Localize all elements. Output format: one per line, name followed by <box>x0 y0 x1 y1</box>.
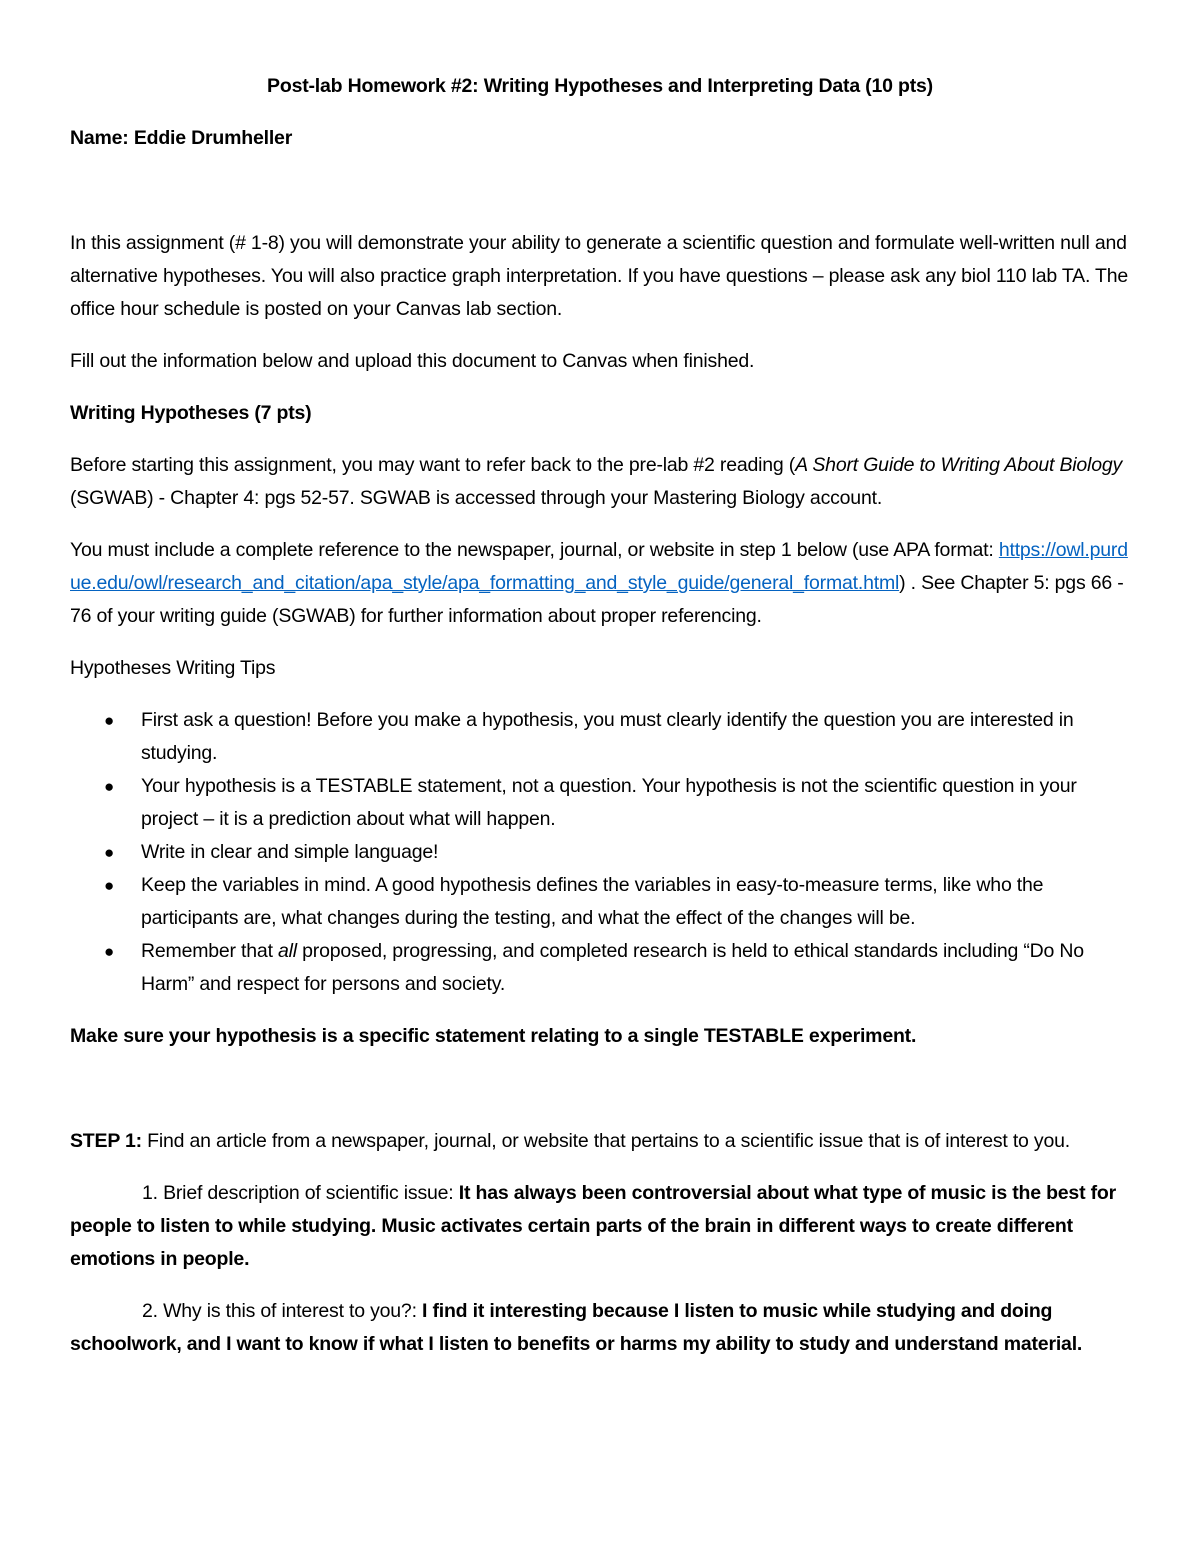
document-page <box>70 70 1130 1380</box>
bullet-icon: ● <box>104 711 115 730</box>
apa-format-link[interactable]: https://owl.purdue.edu/owl/research_and_citation/apa_style/apa_formatting_and_style_guide/general_format.html <box>70 539 1128 594</box>
item-1-prompt: 1. Brief description of scientific issue: <box>142 1182 459 1204</box>
item-2 <box>70 1295 1130 1361</box>
item-2-answer: I find it interesting because I listen to music while studying and doing schoolwork, and I want to know if what I listen to benefits or harms my ability to study and understand material. <box>70 1300 1083 1355</box>
spacer <box>70 1072 1130 1125</box>
intro-paragraph: In this assignment (# 1-8) you will demonstrate your ability to generate a scientific question and formulate well-written null and alternative hypotheses. You will also practice graph interpretation. If you have questions – please ask any biol 110 lab TA. The office hour schedule is posted on your Canvas lab section. <box>70 232 1129 320</box>
fill-out-instruction: Fill out the information below and upload this document to Canvas when finished. <box>70 350 755 372</box>
page-title: Post-lab Homework #2: Writing Hypotheses and Interpreting Data (10 pts) <box>267 75 933 97</box>
step1-paragraph <box>70 1125 1130 1158</box>
bullet-icon: ● <box>104 942 115 961</box>
tip-text: Write in clear and simple language! <box>141 841 439 863</box>
tip-text-1: Remember that <box>141 940 279 962</box>
before-start-text-2: (SGWAB) - Chapter 4: pgs 52-57. SGWAB is accessed through your Mastering Biology account. <box>70 487 883 509</box>
list-item <box>70 704 1130 770</box>
bullet-icon: ● <box>104 777 115 796</box>
before-start-text-1: Before starting this assignment, you may want to refer back to the pre-lab #2 reading ( <box>70 454 796 476</box>
book-title: A Short Guide to Writing About Biology <box>795 454 1123 476</box>
before-start-paragraph <box>70 449 1130 515</box>
tip-emphasis: all <box>278 940 297 962</box>
tip-text: First ask a question! Before you make a hypothesis, you must clearly identify the question you are interested in studying. <box>141 709 1074 764</box>
reference-text-2: ) . See Chapter 5: pgs 66 - 76 of your writing guide (SGWAB) for further information about proper referencing. <box>70 572 1124 627</box>
list-item <box>70 935 1130 1001</box>
item-1-answer: It has always been controversial about what type of music is the best for people to listen to while studying. Music activates certain parts of the brain in different ways to create different emotions in people. <box>70 1182 1116 1270</box>
make-sure-statement: Make sure your hypothesis is a specific statement relating to a single TESTABLE experiment. <box>70 1025 917 1047</box>
bullet-icon: ● <box>104 843 115 862</box>
step1-text: Find an article from a newspaper, journal, or website that pertains to a scientific issue that is of interest to you. <box>141 1130 1070 1152</box>
tip-text-2: proposed, progressing, and completed research is held to ethical standards including “Do No Harm” and respect for persons and society. <box>141 940 1084 995</box>
item-2-prompt: 2. Why is this of interest to you?: <box>142 1300 423 1322</box>
list-item <box>70 869 1130 935</box>
item-1 <box>70 1177 1130 1276</box>
list-item <box>70 770 1130 836</box>
bullet-icon: ● <box>104 876 115 895</box>
tip-text: Keep the variables in mind. A good hypothesis defines the variables in easy-to-measure terms, like who the participants are, what changes during the testing, and what the effect of the changes will be. <box>141 874 1044 929</box>
tip-text: Your hypothesis is a TESTABLE statement, not a question. Your hypothesis is not the scientific question in your project – it is a prediction about what will happen. <box>141 775 1077 830</box>
tips-heading: Hypotheses Writing Tips <box>70 657 276 679</box>
reference-paragraph <box>70 534 1130 633</box>
step1-label: STEP 1: <box>70 1130 142 1152</box>
list-item <box>70 836 1130 869</box>
tips-list <box>70 704 1130 1001</box>
section-heading: Writing Hypotheses (7 pts) <box>70 402 312 424</box>
student-name: Name: Eddie Drumheller <box>70 127 293 149</box>
reference-text-1: You must include a complete reference to the newspaper, journal, or website in step 1 below (use APA format: <box>70 539 999 561</box>
